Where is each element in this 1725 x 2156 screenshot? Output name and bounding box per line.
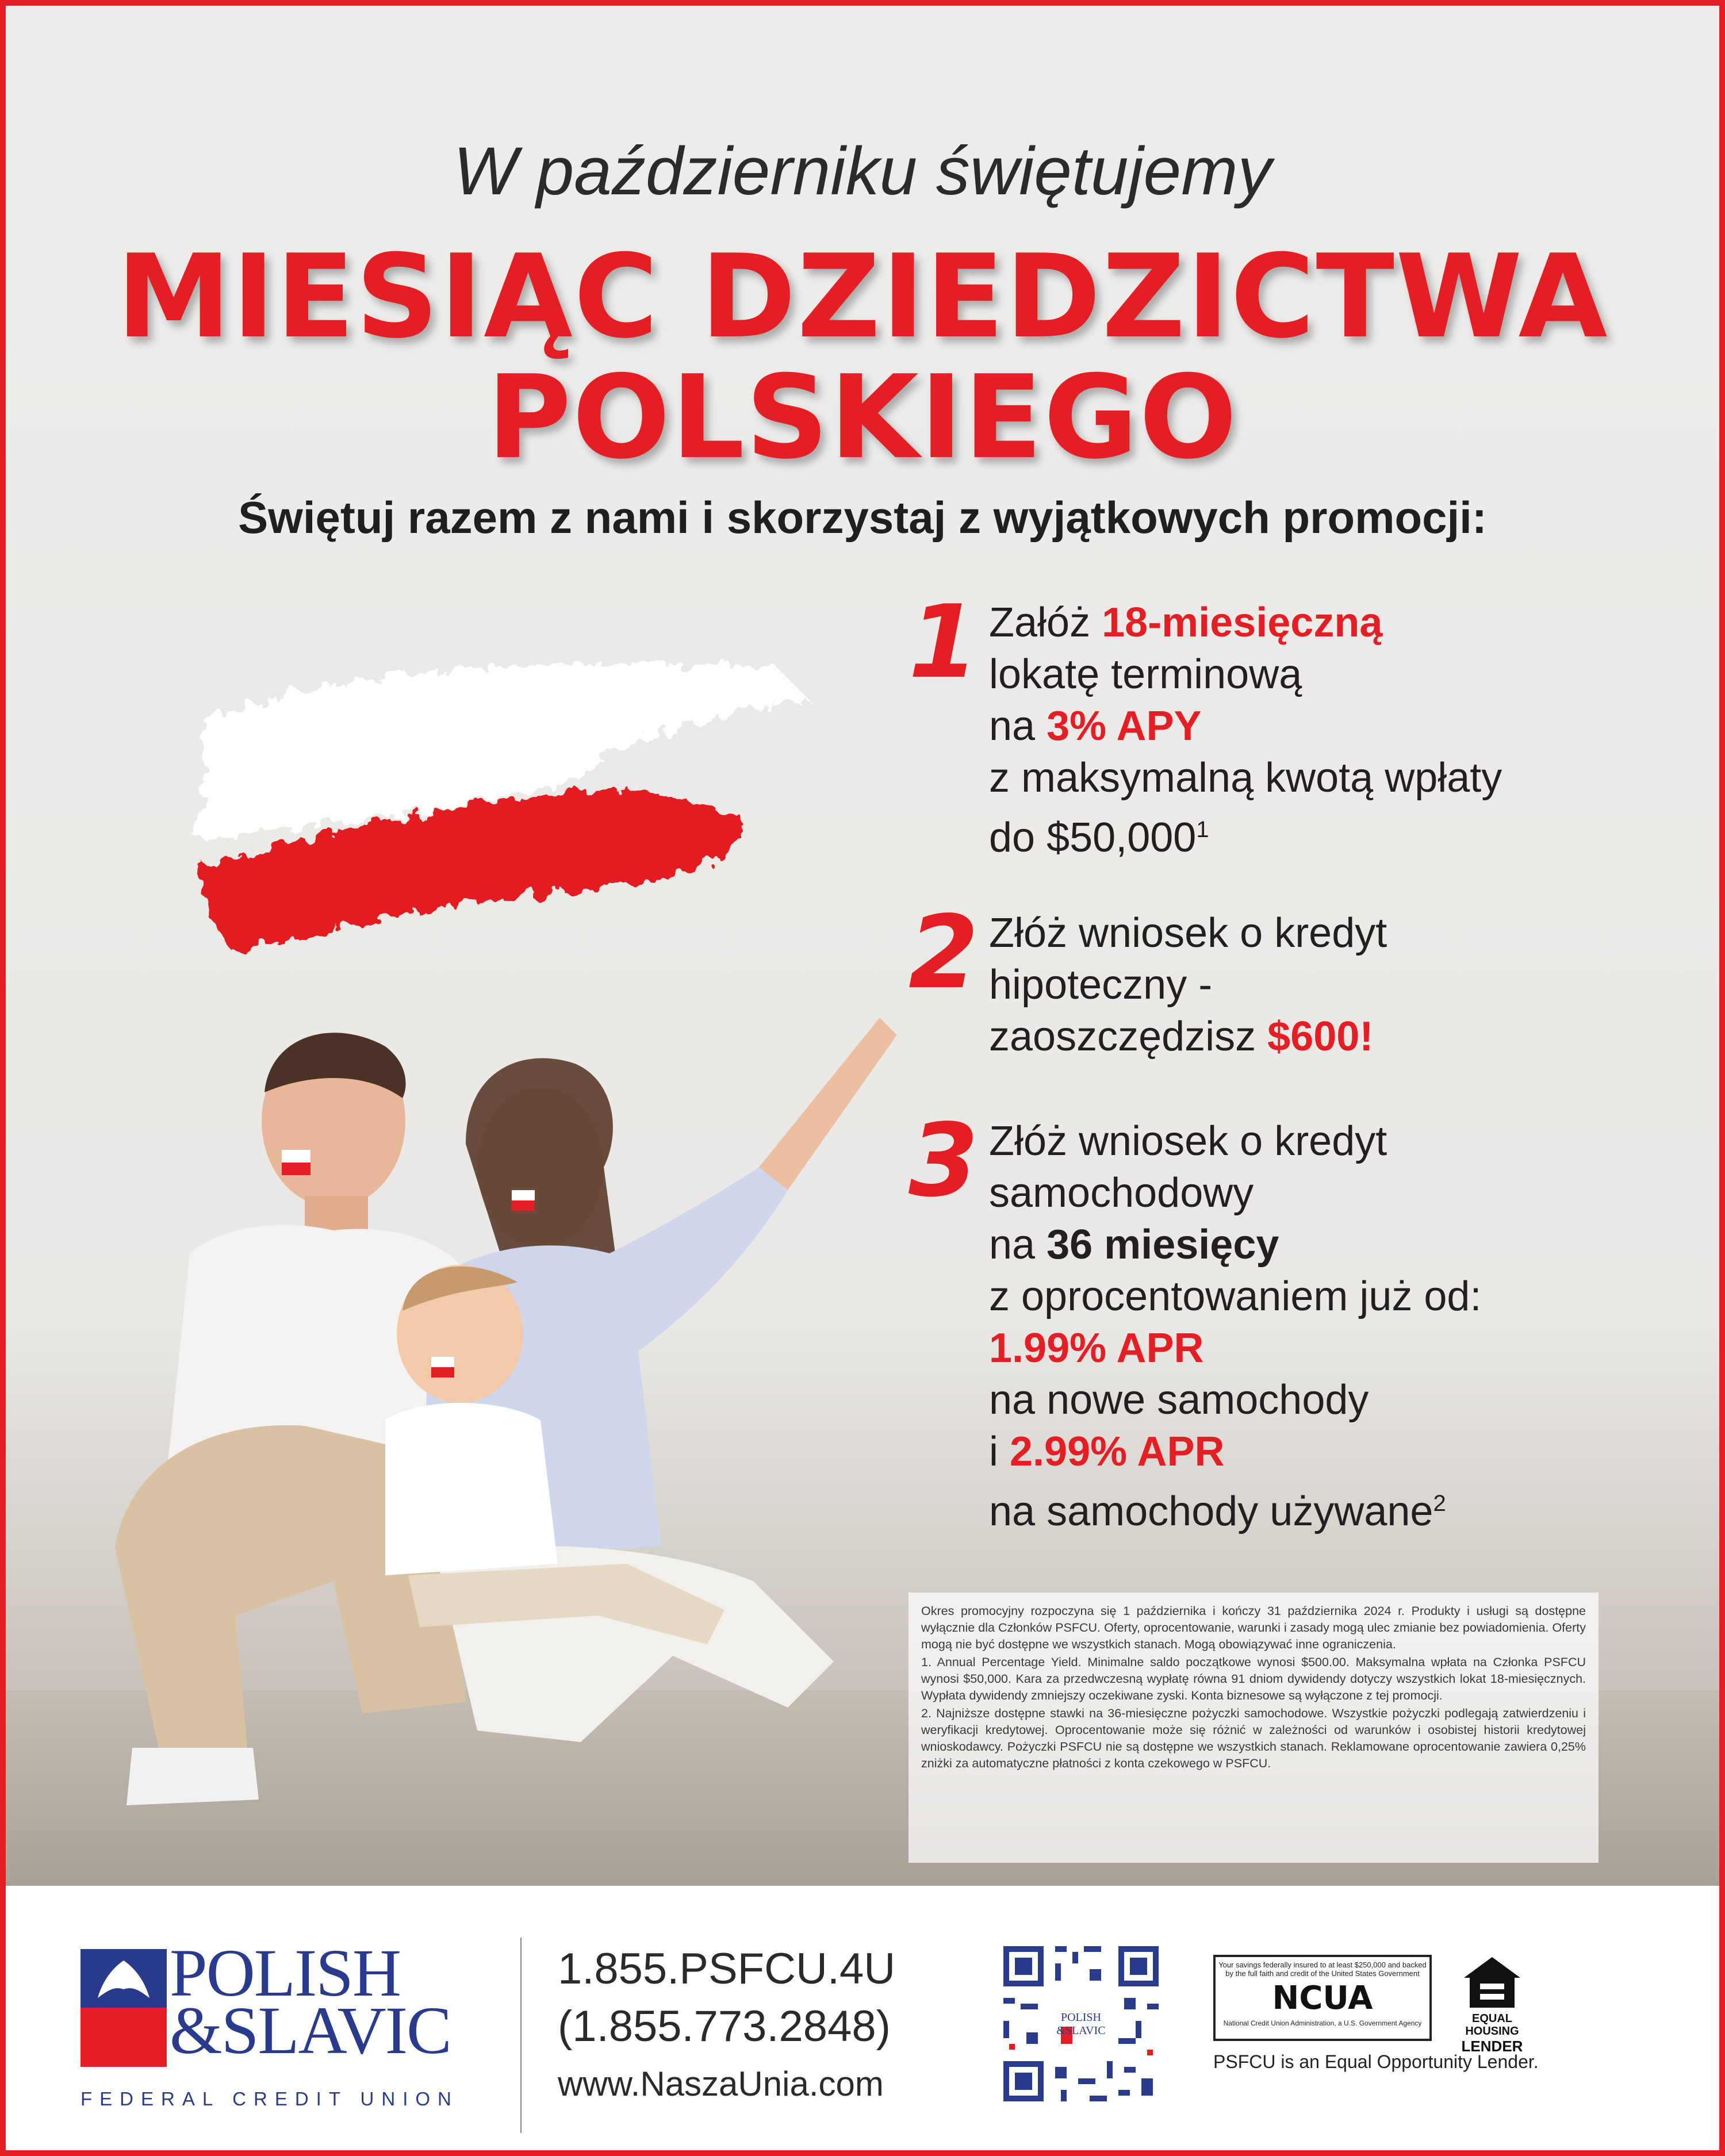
promo-2-number: 2 (908, 895, 979, 1011)
subtitle: Świętuj razem z nami i skorzystaj z wyjątkowych promocji: (238, 492, 1487, 543)
promo-1 (908, 584, 1598, 861)
promo-1-term: 18-miesięczną (1102, 600, 1383, 646)
promo-3-number: 3 (908, 1103, 979, 1219)
fine-print-general: Okres promocyjny rozpoczyna się 1 października i kończy 31 października 2024 r. Produkty i usługi są dostępne wyłącznie dla Członków PSFCU. Oferty, oprocentowanie, warunki i zasady mogą ulec zmianie bez powiadomienia. Oferty mogą nie być dostępne we wszystkich stanach. Mogą obowiązywać inne ograniczenia. (921, 1604, 1586, 1651)
promo-3-used-rate: 2.99% APR (1010, 1429, 1225, 1475)
footer (6, 1886, 1719, 2150)
promo-2-savings: $600! (1267, 1014, 1374, 1060)
promo-3-term: 36 miesięcy (1046, 1222, 1279, 1268)
fine-print (908, 1593, 1598, 1863)
ncua-bottom-text: National Credit Union Administration, a U.S. Government Agency (1223, 2019, 1422, 2027)
promo-3-text: z oprocentowaniem już od: (989, 1273, 1482, 1319)
hero-section (6, 6, 1719, 1886)
contact-info (558, 1940, 895, 2113)
logo-eagle-flag-icon (80, 1949, 167, 2067)
headline-line-2: POLSKIEGO (486, 351, 1239, 485)
logo-subtitle: FEDERAL CREDIT UNION (80, 2088, 459, 2109)
promo-1-text: z maksymalną kwotą wpłaty (989, 755, 1502, 801)
equal-housing-lender-icon (1460, 1955, 1524, 2009)
fine-print-note-2: 2. Najniższe dostępne stawki na 36-miesięczne pożyczki samochodowe. Wszystkie pożyczki podlegają zatwierdzeniu i weryfikacji kredytowej. Oprocentowanie może się różnić w zależności od warunków i osobistej historii kredytowej wnioskodawcy. Pożyczki PSFCU nie są dostępne we wszystkich stanach. Reklamowane oprocentowanie zawiera 0,25% zniżki za automatyczne płatności z konta czekowego w PSFCU. (921, 1706, 1586, 1770)
promo-2-text: hipoteczny - (989, 962, 1213, 1008)
ncua-name: NCUA (1272, 1979, 1373, 2017)
promo-3-text: i (989, 1429, 1010, 1475)
promo-1-max: do $50,000 (989, 815, 1197, 861)
headline-line-1: MIESIĄC DZIEDZICTWA (116, 230, 1609, 364)
fine-print-note-1: 1. Annual Percentage Yield. Minimalne saldo początkowe wynosi $500.00. Maksymalna wpłata na Członka PSFCU wynosi $50,000. Kara za przedwczesną wypłatę równa 91 dniom dywidendy dotyczy wszystkich lokat 18-miesięcznych. Wypłata dywidendy zmniejszy oczekiwane zyski. Konta biznesowe są wyłączone z tej promocji. (921, 1655, 1586, 1702)
footer-divider (520, 1938, 522, 2133)
website-link[interactable]: www.NaszaUnia.com (558, 2065, 884, 2103)
equal-opportunity-statement: PSFCU is an Equal Opportunity Lender. (1213, 2051, 1539, 2072)
polish-flag-brush-stroke (172, 632, 845, 954)
promo-3-text: na (989, 1222, 1047, 1268)
promo-2 (908, 895, 1598, 1064)
promo-1-text: lokatę terminową (989, 651, 1302, 697)
qr-code[interactable] (998, 1940, 1164, 2107)
phone-vanity[interactable]: 1.855.PSFCU.4U (558, 1944, 896, 1993)
promo-1-rate: 3% APY (1046, 703, 1202, 749)
ncua-badge (1213, 1955, 1432, 2041)
promo-3 (908, 1103, 1598, 1536)
footnote-ref-2: 2 (1433, 1491, 1446, 1516)
ehl-line-1: EQUAL HOUSING (1465, 2012, 1519, 2038)
promo-3-text: na samochody używane (989, 1489, 1433, 1534)
promo-3-new-rate: 1.99% APR (989, 1325, 1204, 1371)
promo-3-text: na nowe samochody (989, 1377, 1369, 1423)
qr-logo-line-2: &SLAVIC (1056, 2024, 1106, 2037)
promo-3-text: Złóż wniosek o kredyt (989, 1118, 1387, 1164)
psfcu-logo[interactable] (80, 1935, 500, 2116)
promo-1-text: Załóż (989, 600, 1102, 646)
promo-3-text: samochodowy (989, 1170, 1254, 1216)
promo-1-number: 1 (908, 584, 979, 701)
family-photo (63, 983, 897, 1823)
ehl-line-2: LENDER (1461, 2038, 1523, 2055)
equal-housing-lender-badge (1449, 1955, 1535, 2055)
promo-1-text: na (989, 703, 1047, 749)
phone-number[interactable]: (1.855.773.2848) (558, 2002, 891, 2051)
footnote-ref-1: 1 (1196, 817, 1209, 842)
qr-logo-line-1: POLISH (1060, 2011, 1102, 2024)
logo-line-1: POLISH (170, 1935, 401, 2011)
promo-2-text: zaoszczędzisz (989, 1014, 1268, 1060)
kicker-text: W październiku świętujemy (453, 133, 1272, 209)
promo-2-text: Złóż wniosek o kredyt (989, 910, 1387, 956)
logo-line-2: &SLAVIC (170, 1993, 451, 2068)
ncua-top-text: Your savings federally insured to at least $250,000 and backed by the full faith and credit of the United States Government (1218, 1961, 1427, 1978)
